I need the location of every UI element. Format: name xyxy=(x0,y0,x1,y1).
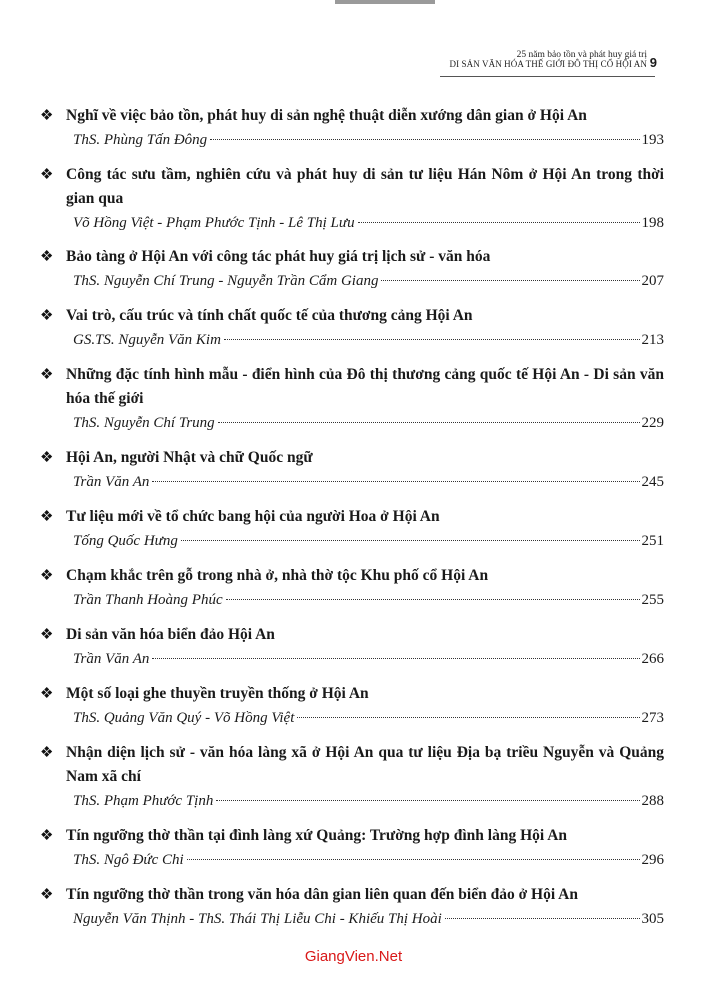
toc-entry-author: ThS. Phạm Phước Tịnh xyxy=(73,793,214,809)
diamond-bullet-icon: ❖ xyxy=(40,568,54,584)
toc-entry-title-row xyxy=(40,824,664,848)
diamond-bullet-icon: ❖ xyxy=(40,887,54,903)
toc-entry-page-number: 229 xyxy=(641,415,664,431)
toc-entry-title-row xyxy=(40,564,664,588)
toc-entry xyxy=(40,623,664,675)
toc-entry xyxy=(40,505,664,557)
toc-entry-title: Hội An, người Nhật và chữ Quốc ngữ xyxy=(66,449,313,466)
toc-entry-author-row xyxy=(40,132,664,156)
toc-entry-title-row xyxy=(40,163,664,211)
dot-leader xyxy=(218,422,640,423)
dot-leader xyxy=(226,599,640,600)
running-header-line2: DI SẢN VĂN HÓA THẾ GIỚI ĐÔ THỊ CỔ HỘI AN xyxy=(449,59,647,70)
diamond-bullet-icon: ❖ xyxy=(40,450,54,466)
dot-leader xyxy=(210,139,639,140)
diamond-bullet-icon: ❖ xyxy=(40,308,54,324)
toc-entry xyxy=(40,446,664,498)
toc-entry-author: Nguyễn Văn Thịnh - ThS. Thái Thị Liễu Chi - Khiếu Thị Hoài xyxy=(73,911,442,927)
toc-entry-title: Vai trò, cấu trúc và tính chất quốc tế của thương cảng Hội An xyxy=(66,307,473,324)
scan-top-edge xyxy=(335,0,435,4)
toc-entry-author: ThS. Nguyễn Chí Trung xyxy=(73,415,215,431)
toc-entry-title-row xyxy=(40,505,664,529)
diamond-bullet-icon: ❖ xyxy=(40,509,54,525)
toc-entry xyxy=(40,824,664,876)
toc-entry xyxy=(40,363,664,439)
dot-leader xyxy=(358,222,640,223)
toc-entry-title-row xyxy=(40,883,664,907)
toc-entry-author-row xyxy=(40,215,664,239)
toc-entry-title-row xyxy=(40,682,664,706)
toc-entry xyxy=(40,245,664,297)
toc-entry-author-row xyxy=(40,911,664,935)
toc-entry-title-row xyxy=(40,104,664,128)
toc-entry-title-row xyxy=(40,446,664,470)
toc-entry-title: Bảo tàng ở Hội An với công tác phát huy giá trị lịch sử - văn hóa xyxy=(66,248,491,265)
toc-entry-author-row xyxy=(40,651,664,675)
toc-entry-author-row xyxy=(40,710,664,734)
toc-entry-author-row xyxy=(40,415,664,439)
diamond-bullet-icon: ❖ xyxy=(40,828,54,844)
table-of-contents xyxy=(40,104,664,942)
toc-entry xyxy=(40,163,664,239)
toc-entry-title-row xyxy=(40,245,664,269)
toc-entry-title-row xyxy=(40,623,664,647)
dot-leader xyxy=(187,859,640,860)
toc-entry xyxy=(40,741,664,817)
toc-entry xyxy=(40,883,664,935)
toc-entry xyxy=(40,304,664,356)
toc-entry-page-number: 273 xyxy=(641,710,664,726)
diamond-bullet-icon: ❖ xyxy=(40,627,54,643)
toc-entry-title: Công tác sưu tầm, nghiên cứu và phát huy di sản tư liệu Hán Nôm ở Hội An trong thời gian qua xyxy=(66,166,664,207)
toc-entry-page-number: 296 xyxy=(641,852,664,868)
toc-entry-title-row xyxy=(40,741,664,789)
toc-entry-page-number: 193 xyxy=(641,132,664,148)
toc-entry-title: Tín ngưỡng thờ thần tại đình làng xứ Quảng: Trường hợp đình làng Hội An xyxy=(66,827,568,844)
toc-entry-author: ThS. Nguyễn Chí Trung - Nguyễn Trần Cẩm Giang xyxy=(73,273,379,289)
toc-entry-page-number: 213 xyxy=(641,332,664,348)
watermark-site-name: GiangVien.Net xyxy=(304,948,403,965)
toc-entry xyxy=(40,104,664,156)
toc-entry-title: Tín ngưỡng thờ thần trong văn hóa dân gian liên quan đến biển đảo ở Hội An xyxy=(66,886,578,903)
toc-entry-author: Trần Thanh Hoàng Phúc xyxy=(73,592,223,608)
diamond-bullet-icon: ❖ xyxy=(40,686,54,702)
dot-leader xyxy=(152,481,639,482)
dot-leader xyxy=(216,800,639,801)
toc-entry-author-row xyxy=(40,852,664,876)
toc-entry-page-number: 305 xyxy=(641,911,664,927)
toc-entry-author: Trần Văn An xyxy=(73,474,150,490)
toc-entry-page-number: 288 xyxy=(641,793,664,809)
toc-entry xyxy=(40,682,664,734)
toc-entry-title: Những đặc tính hình mẫu - điển hình của Đô thị thương cảng quốc tế Hội An - Di sản văn hóa thế giới xyxy=(66,366,664,407)
dot-leader xyxy=(152,658,639,659)
toc-entry-author-row xyxy=(40,332,664,356)
toc-entry-author: ThS. Ngô Đức Chi xyxy=(73,852,184,868)
dot-leader xyxy=(381,280,639,281)
toc-entry-page-number: 207 xyxy=(641,273,664,289)
header-rule xyxy=(440,76,655,77)
dot-leader xyxy=(181,540,640,541)
toc-entry-page-number: 255 xyxy=(641,592,664,608)
toc-entry-title: Tư liệu mới về tổ chức bang hội của người Hoa ở Hội An xyxy=(66,508,440,525)
toc-entry-author: ThS. Phùng Tấn Đông xyxy=(73,132,208,148)
toc-entry-author: GS.TS. Nguyễn Văn Kim xyxy=(73,332,221,348)
toc-entry-page-number: 245 xyxy=(641,474,664,490)
toc-entry-page-number: 251 xyxy=(641,533,664,549)
toc-entry-title: Nhận diện lịch sử - văn hóa làng xã ở Hội An qua tư liệu Địa bạ triều Nguyễn và Quảng Nam xã chí xyxy=(66,744,664,785)
diamond-bullet-icon: ❖ xyxy=(40,367,54,383)
toc-entry-title: Nghĩ về việc bảo tồn, phát huy di sản nghệ thuật diễn xướng dân gian ở Hội An xyxy=(66,107,587,124)
page-number: 9 xyxy=(649,55,657,70)
toc-entry-author: Tống Quốc Hưng xyxy=(73,533,178,549)
toc-entry-author-row xyxy=(40,474,664,498)
running-header-line1: 25 năm bảo tồn và phát huy giá trị xyxy=(516,50,647,60)
toc-entry-author: Võ Hồng Việt - Phạm Phước Tịnh - Lê Thị Lưu xyxy=(73,215,355,231)
toc-entry-page-number: 198 xyxy=(641,215,664,231)
toc-entry-author: Trần Văn An xyxy=(73,651,150,667)
toc-entry-author-row xyxy=(40,592,664,616)
dot-leader xyxy=(224,339,640,340)
running-header xyxy=(450,50,648,70)
toc-entry-title-row xyxy=(40,363,664,411)
toc-entry-author: ThS. Quảng Văn Quý - Võ Hồng Việt xyxy=(73,710,295,726)
diamond-bullet-icon: ❖ xyxy=(40,108,54,124)
toc-entry-title-row xyxy=(40,304,664,328)
toc-entry-title: Một số loại ghe thuyền truyền thống ở Hội An xyxy=(66,685,369,702)
toc-entry-author-row xyxy=(40,793,664,817)
dot-leader xyxy=(445,918,640,919)
toc-entry-title: Di sản văn hóa biển đảo Hội An xyxy=(66,626,275,643)
toc-entry-title: Chạm khắc trên gỗ trong nhà ở, nhà thờ tộc Khu phố cổ Hội An xyxy=(66,567,489,584)
diamond-bullet-icon: ❖ xyxy=(40,745,54,761)
toc-entry-page-number: 266 xyxy=(641,651,664,667)
toc-entry-author-row xyxy=(40,533,664,557)
dot-leader xyxy=(297,717,639,718)
diamond-bullet-icon: ❖ xyxy=(40,249,54,265)
toc-entry-author-row xyxy=(40,273,664,297)
diamond-bullet-icon: ❖ xyxy=(40,167,54,183)
toc-entry xyxy=(40,564,664,616)
